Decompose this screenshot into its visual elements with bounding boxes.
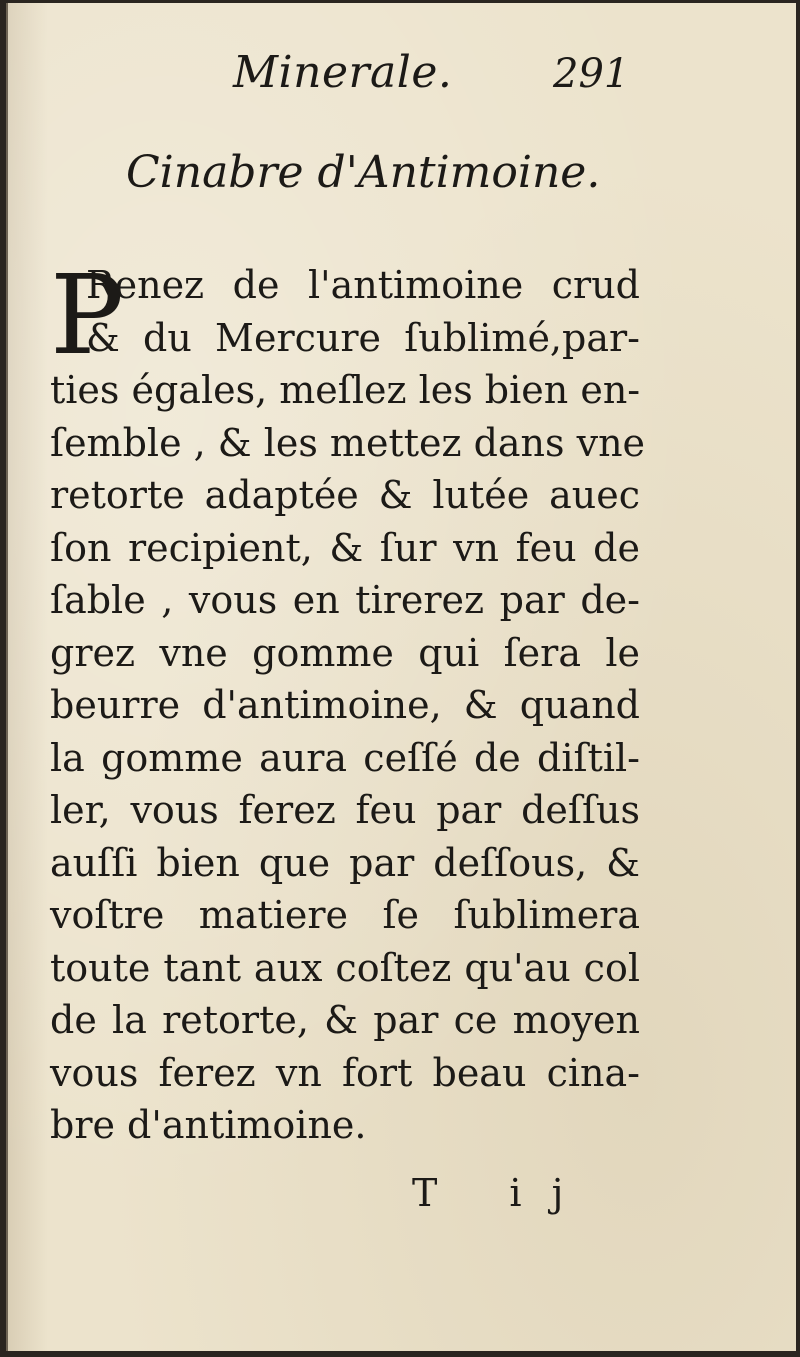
- body-text: [50, 251, 646, 1152]
- text-line: ler, vous ferez feu par deſſus: [50, 788, 640, 832]
- text-line: bre d'antimoine.: [50, 1103, 367, 1147]
- text-line: toute tant aux coſtez qu'au col: [50, 945, 640, 990]
- page-number: 291: [553, 51, 630, 97]
- text-line: ſemble , & les mettez dans vne: [50, 420, 646, 465]
- section-title: Cinabre d'Antimoine.: [126, 147, 601, 198]
- dropcap-lines: [86, 259, 640, 364]
- text-line: ſon recipient, & ſur vn feu de: [50, 525, 640, 570]
- signature-mark: T ij: [412, 1171, 594, 1215]
- text-line: la gomme aura ceſſé de diſtil-: [50, 735, 640, 780]
- text-line: de la retorte, & par ce moyen: [50, 998, 640, 1042]
- text-line: beurre d'antimoine, & quand: [50, 683, 640, 727]
- text-line: grez vne gomme qui ſera le: [50, 630, 640, 675]
- running-head: Minerale.: [233, 47, 453, 98]
- text-line: Renez de l'antimoine crud: [86, 263, 640, 307]
- text-line: ſable , vous en tirerez par de-: [50, 578, 640, 622]
- text-line: vous ferez vn fort beau cina-: [50, 1050, 640, 1095]
- book-page: [6, 3, 796, 1351]
- text-line: retorte adaptée & lutée auec: [50, 473, 640, 517]
- text-line: ties égales, meſlez les bien en-: [50, 368, 641, 412]
- drop-cap: P: [50, 251, 125, 379]
- text-line: auſſi bien que par deſſous, &: [50, 840, 640, 885]
- text-line: voſtre matiere ſe ſublimera: [50, 893, 640, 937]
- text-line: & du Mercure ſublimé,par-: [86, 315, 640, 360]
